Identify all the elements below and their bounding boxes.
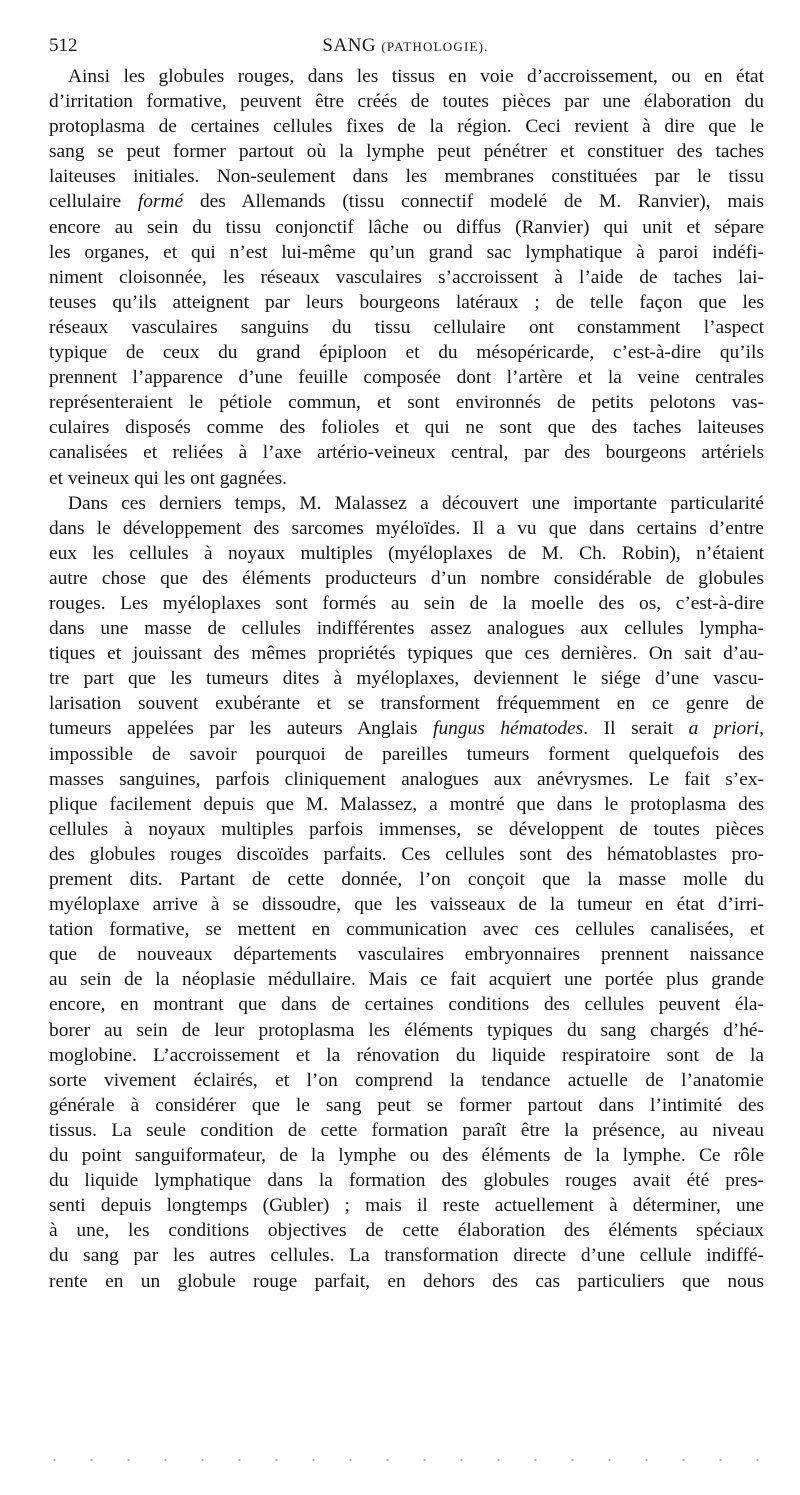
text-line: que de nouveaux départements vasculaires embryonnaires prennent naissance [49, 944, 764, 966]
text-run: des Allemands (tissu connectif modelé de M. Ranvier), mais [183, 191, 764, 213]
text-line: laiteuses initiales. Non-seulement dans les membranes constituées par le tissu [49, 166, 764, 188]
text-line: du point sanguiformateur, de la lymphe ou des éléments de la lymphe. Ce rôle [49, 1145, 764, 1167]
text-line: dans une masse de cellules indifférentes assez analogues aux cellules lympha- [49, 618, 764, 640]
text-line: larisation souvent exubérante et se transforment fréquemment en ce genre de [49, 693, 764, 715]
text-line: rouges. Les myéloplaxes sont formés au sein de la moelle des os, c’est-à-dire [49, 592, 764, 614]
text-line: masses sanguines, parfois cliniquement analogues aux anévrysmes. Le fait s’ex- [49, 768, 764, 790]
text-line: impossible de savoir pourquoi de pareilles tumeurs forment quelquefois des [49, 743, 764, 765]
text-line: teuses qu’ils atteignent par leurs bourgeons latéraux ; de telle façon que les [49, 291, 764, 313]
text-line: Dans ces derniers temps, M. Malassez a découvert une importante particularité [68, 492, 764, 514]
text-line: et veineux qui les ont gagnées. [49, 467, 288, 489]
text-line: encore, en montrant que dans de certaines conditions des cellules peuvent éla- [49, 994, 764, 1016]
text-line: borer au sein de leur protoplasma les éléments typiques du sang chargés d’hé- [49, 1019, 764, 1041]
text-line: tiques et jouissant des mêmes propriétés typiques que ces dernières. On sait d’au- [49, 643, 764, 665]
text-line: Ainsi les globules rouges, dans les tissus en voie d’accroissement, ou en état [68, 66, 764, 87]
text-line: prement dits. Partant de cette donnée, l’on conçoit que la masse molle du [49, 869, 764, 890]
text-line: d’irritation formative, peuvent être créés de toutes pièces par une élaboration du [49, 91, 764, 113]
text-line: à une, les conditions objectives de cette élaboration des éléments spéciaux [49, 1220, 764, 1242]
footer-dotted-rule [36, 1458, 760, 1462]
text-run: . Il serait [583, 718, 689, 740]
text-line: réseaux vasculaires sanguins du tissu cellulaire ont constamment l’aspect [49, 316, 764, 338]
italic-text: fungus hématodes [433, 718, 584, 740]
italic-text: formé [137, 191, 184, 213]
text-line: culaires disposés comme des folioles et qui ne sont que des taches laiteuses [49, 417, 764, 439]
text-run: tumeurs appelées par les auteurs Anglais [49, 718, 434, 740]
text-line: myéloplaxe arrive à se dissoudre, que les vaisseaux de la tumeur en état d’irri- [49, 894, 764, 916]
text-run: cellulaire [49, 191, 138, 213]
text-line: dans le développement des sarcomes myéloïdes. Il a vu que dans certains d’entre [49, 517, 764, 539]
text-line: sang se peut former partout où la lymphe peut pénétrer et constituer des taches [49, 141, 764, 163]
text-line: encore au sein du tissu conjonctif lâche ou diffus (Ranvier) qui unit et sépare [49, 216, 764, 238]
running-title-subject: (PATHOLOGIE). [381, 39, 489, 54]
text-line: senti depuis longtemps (Gubler) ; mais il reste actuellement à déterminer, une [49, 1195, 764, 1217]
italic-text: a priori [688, 718, 760, 740]
text-line: cellules à noyaux multiples parfois immenses, se développent de toutes pièces [49, 818, 764, 840]
text-line: prennent l’apparence d’une feuille composée dont l’artère et la veine centrales [49, 367, 764, 389]
text-line [49, 716, 764, 741]
text-line: moglobine. L’accroissement et la rénovation du liquide respiratoire sont de la [49, 1044, 764, 1066]
text-line [49, 189, 764, 214]
text-line: tation formative, se mettent en communication avec ces cellules canalisées, et [49, 919, 764, 941]
text-line: du liquide lymphatique dans la formation des globules rouges avait été pres- [49, 1170, 764, 1192]
text-line: au sein de la néoplasie médullaire. Mais ce fait acquiert une portée plus grande [49, 969, 764, 991]
text-line: sorte vivement éclairés, et l’on comprend la tendance actuelle de l’anatomie [49, 1069, 764, 1091]
body-text [49, 64, 764, 1294]
page-number: 512 [49, 35, 78, 56]
running-title-main: SANG [322, 35, 377, 56]
text-line: typique de ceux du grand épiploon et du mésopéricarde, c’est-à-dire qu’ils [49, 342, 764, 364]
text-line: des globules rouges discoïdes parfaits. Ces cellules sont des hématoblastes pro- [49, 843, 764, 865]
text-line: niment cloisonnée, les réseaux vasculaires s’accroissent à l’aide de taches lai- [49, 266, 764, 288]
text-line: protoplasma de certaines cellules fixes de la région. Ceci revient à dire que le [49, 116, 764, 138]
text-line: tre part que les tumeurs dites à myéloplaxes, deviennent le siége d’une vascu- [49, 668, 764, 690]
text-line: rente en un globule rouge parfait, en dehors des cas particuliers que nous [49, 1270, 764, 1292]
text-line: du sang par les autres cellules. La transformation directe d’une cellule indiffé- [49, 1245, 764, 1267]
running-title [49, 32, 762, 61]
text-line: plique facilement depuis que M. Malassez, a montré que dans le protoplasma des [49, 793, 764, 815]
text-line: autre chose que des éléments producteurs d’un nombre considérable de globules [49, 567, 764, 589]
text-line: canalisées et reliées à l’axe artério-veineux central, par des bourgeons artériels [49, 442, 764, 464]
text-line: tissus. La seule condition de cette formation paraît être la présence, au niveau [49, 1119, 764, 1141]
text-line: générale à considérer que le sang peut se former partout dans l’intimité des [49, 1094, 764, 1116]
text-line: les organes, et qui n’est lui-même qu’un grand sac lymphatique à paroi indéfi- [49, 241, 764, 263]
running-header [49, 32, 762, 60]
text-line: représenteraient le pétiole commun, et sont environnés de petits pelotons vas- [49, 392, 764, 414]
text-line: eux les cellules à noyaux multiples (myéloplaxes de M. Ch. Robin), n’étaient [49, 542, 764, 564]
text-run: , [759, 718, 764, 740]
